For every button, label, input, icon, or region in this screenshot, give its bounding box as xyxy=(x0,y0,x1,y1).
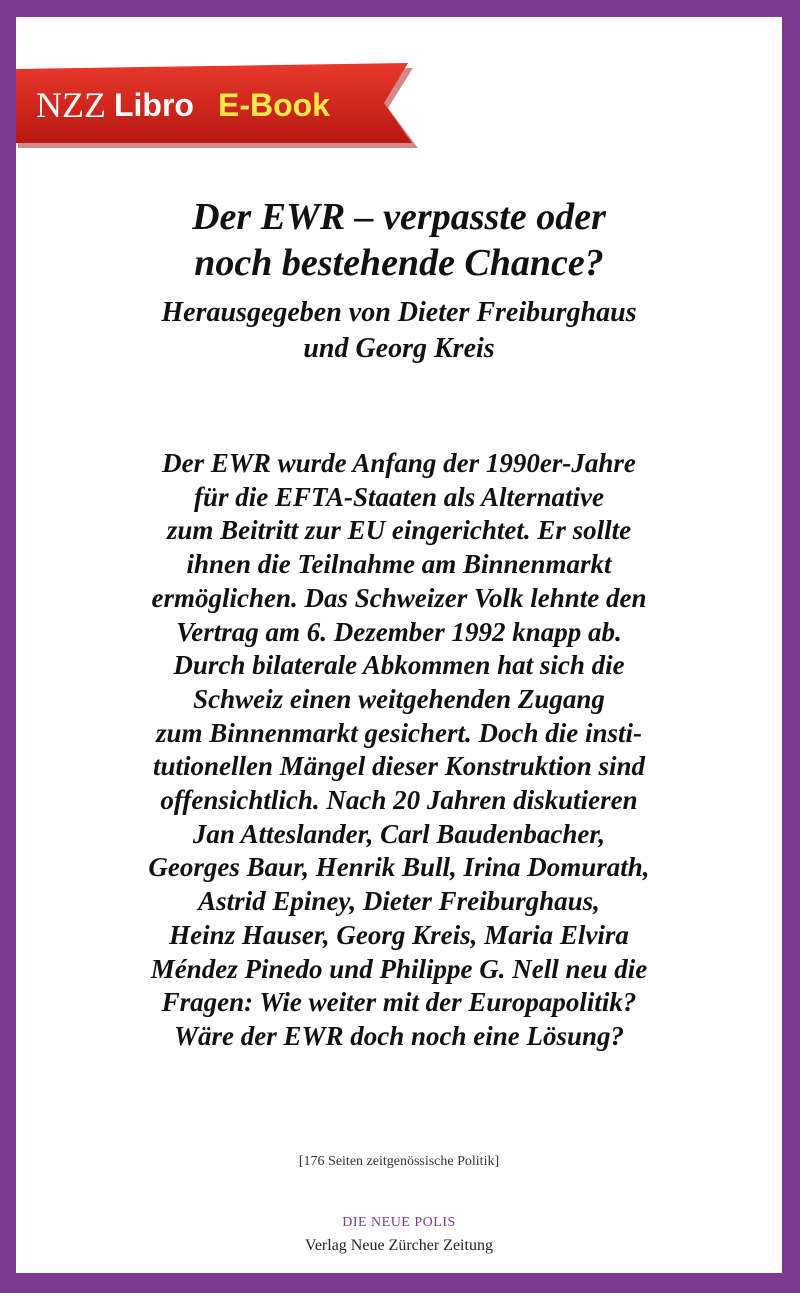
blurb-line: für die EFTA-Staaten als Alternative xyxy=(193,481,605,512)
brand-nzz: NZZ xyxy=(36,85,106,125)
blurb-line: Jan Atteslander, Carl Baudenbacher, xyxy=(192,818,606,849)
blurb-line: Schweiz einen weitgehenden Zugang xyxy=(193,683,605,714)
blurb-line: Der EWR wurde Anfang der 1990er-Jahre xyxy=(162,448,636,478)
title-line: Der EWR – verpasste oder xyxy=(192,196,606,238)
blurb-line: Durch bilaterale Abkommen hat sich die xyxy=(173,650,625,681)
nzz-libro-ribbon xyxy=(16,57,436,153)
blurb-line: Georges Baur, Henrik Bull, Irina Domurath, xyxy=(148,852,650,883)
book-blurb xyxy=(56,447,742,1054)
blurb-line: ihnen die Teilnahme am Binnenmarkt xyxy=(186,549,612,580)
brand-ebook: E-Book xyxy=(217,86,330,123)
blurb-line: zum Beitritt zur EU eingerichtet. Er sollte xyxy=(166,515,632,546)
title-line: noch bestehende Chance? xyxy=(194,242,604,284)
book-cover xyxy=(16,17,782,1273)
brand-logo xyxy=(36,75,330,135)
editors-line: und Georg Kreis xyxy=(303,333,495,364)
book-title xyxy=(36,194,762,286)
series-name: DIE NEUE POLIS xyxy=(342,1215,456,1230)
blurb-line: Astrid Epiney, Dieter Freiburghaus, xyxy=(198,886,600,917)
blurb-line: Fragen: Wie weiter mit der Europapolitik? xyxy=(161,987,637,1018)
publisher-name: Verlag Neue Zürcher Zeitung xyxy=(305,1237,493,1254)
blurb-line: Vertrag am 6. Dezember 1992 knapp ab. xyxy=(176,616,622,647)
blurb-line: zum Binnenmarkt gesichert. Doch die insti- xyxy=(155,717,643,748)
blurb-line: Méndez Pinedo und Philippe G. Nell neu die xyxy=(150,953,648,984)
blurb-line: Wäre der EWR doch noch eine Lösung? xyxy=(173,1020,625,1051)
brand-libro: Libro xyxy=(113,86,194,123)
page-count-note: [176 Seiten zeitgenössische Politik] xyxy=(298,1154,500,1169)
blurb-line: ermöglichen. Das Schweizer Volk lehnte den xyxy=(151,582,647,613)
blurb-line: tutionellen Mängel dieser Konstruktion sind xyxy=(152,751,646,782)
blurb-line: Heinz Hauser, Georg Kreis, Maria Elvira xyxy=(169,919,629,950)
editors-line: Herausgegeben von Dieter Freiburghaus xyxy=(161,297,637,328)
blurb-line: offensichtlich. Nach 20 Jahren diskutieren xyxy=(160,785,638,816)
book-editors xyxy=(36,295,762,367)
